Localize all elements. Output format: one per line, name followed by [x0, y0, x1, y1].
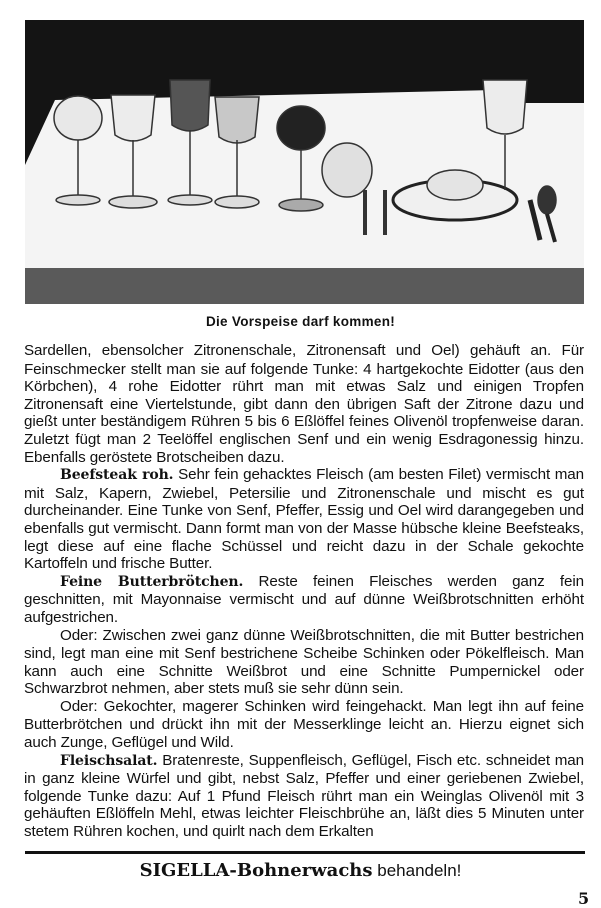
footer-divider	[25, 851, 585, 854]
paragraph-text: Bratenreste, Suppenfleisch, Geflügel, Fisch etc. schneidet man in ganz kleine Würfel und gibt, nebst Salz, Pfeffer und einer geriebenen Zwiebel, folgende Tunke dazu: Auf 1 Pfund Fleisch rührt man ein Weinglas Olivenöl mit 3 gehäuften Eßlöffeln Mehl, etwas leichter Fleischbrühe an, läßt dies 5 Minuten unter stetem Rühren kochen, und quirlt nach dem Erkalten	[24, 751, 584, 841]
paragraph	[24, 627, 584, 698]
paragraph-text: Sardellen, ebensolcher Zitronenschale, Zitronensaft und Oel) gehäuft an. Für Feinschmecker stellt man sie auf folgende Tunke: 4 hartgekochte Eidotter (aus den Körbchen), 4 rohe Eidotter rührt man mit etwas Salz und einigen Tropfen Zitronensaft eine Viertelstunde, gibt dann den übrigen Saft der Zitrone dazu und gießt unter beständigem Rühren 5 bis 6 Eßlöffel feines Olivenöl tropfenweise daran. Zuletzt fügt man 2 Teelöffel englischen Senf und ein wenig Esdragonessig hinzu. Ebenfalls geröstete Brotscheiben dazu.	[24, 342, 584, 466]
paragraph-text: Oder: Gekochter, magerer Schinken wird feingehackt. Man legt ihn auf feine Butterbrötchen und drückt ihn mit der Messerklinge leicht an. Hierzu eignet sich auch Zunge, Geflügel und Wild.	[24, 697, 584, 752]
footer-text: behandeln!	[372, 861, 462, 880]
paragraph-text: Reste feinen Fleisches werden ganz fein geschnitten, mit Mayonnaise vermischt und auf dünne Weißbrotschnitten erhöht aufgestrichen.	[24, 572, 584, 626]
paragraph	[24, 342, 584, 466]
paragraph-butterbroetchen	[24, 573, 584, 627]
brand-name: SIGELLA-Bohnerwachs	[139, 860, 373, 881]
paragraph	[24, 698, 584, 752]
table-edge	[25, 268, 584, 304]
lidded-bowl	[322, 143, 372, 197]
paragraph-text: Oder: Zwischen zwei ganz dünne Weißbrotschnitten, die mit Butter bestrichen sind, legt man eine mit Senf bestrichene Scheibe Schinken oder Pökelfleisch. Man kann auch eine Schnitte Weißbrot und eine Schnitte Pumpernickel oder Schwarzbrot nehmen, aber stets muß sie sehr dünn sein.	[24, 626, 584, 698]
advertisement-footer	[0, 860, 601, 881]
paragraph-beefsteak	[24, 466, 584, 573]
paragraph-text: Sehr fein gehacktes Fleisch (am besten Filet) vermischt man mit Salz, Kapern, Zwiebel, Petersilie und Zitronenschale und mischt es gut durcheinander. Eine Tunke von Senf, Pfeffer, Essig und Oel wird darangegeben und ebenfalls gut vermischt. Dann formt man von der Masse hübsche kleine Beefsteaks, legt diese auf eine flache Schüssel und reicht dazu in der Schale gekochte Kartoffeln und frische Butter.	[24, 466, 584, 573]
table-setting-illustration	[25, 20, 584, 304]
photo-caption: Die Vorspeise darf kommen!	[205, 314, 396, 329]
article-body	[24, 342, 584, 841]
recipe-title: Beefsteak roh.	[60, 467, 174, 484]
page-number: 5	[578, 889, 590, 908]
recipe-title: Feine Butterbrötchen.	[60, 573, 244, 590]
photo-table-setting	[25, 20, 584, 304]
paragraph-fleischsalat	[24, 752, 584, 841]
recipe-title: Fleischsalat.	[60, 752, 158, 769]
